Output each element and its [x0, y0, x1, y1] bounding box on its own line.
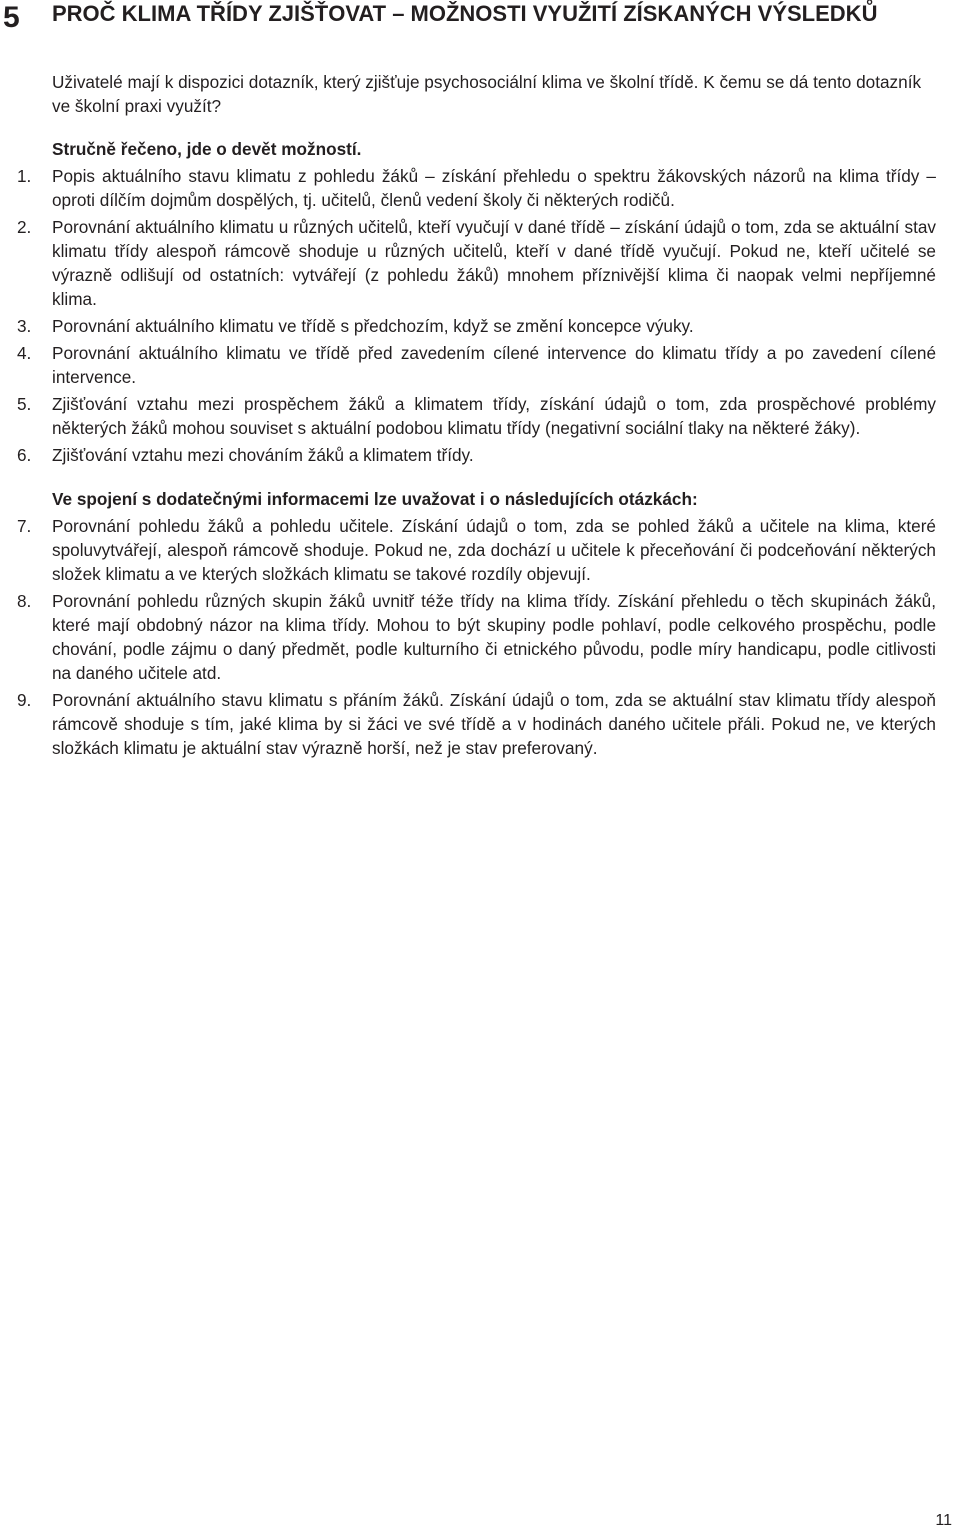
page-number: 11 — [935, 1512, 952, 1529]
list-item-text: Porovnání aktuálního klimatu u různých učitelů, kteří vyučují v dané třídě – získání údajů o tom, zda se aktuální stav klimatu třídy alespoň rámcově shoduje u různých učitelů, kteří v dané třídě vyučují. Pokud ne, kteří učitelé se výrazně odlišují od ostatních: vytvářejí (z pohledu žáků) mnohem příznivější klima či naopak velmi nepříjemné klima. — [52, 217, 936, 309]
options-list-primary — [17, 164, 936, 467]
list-item-number: 2. — [17, 217, 32, 237]
list-item-number: 4. — [17, 343, 32, 363]
list-item-number: 7. — [17, 516, 32, 536]
list-item-text: Popis aktuálního stavu klimatu z pohledu žáků – získání přehledu o spektru žákovských názorů na klima třídy – oproti dílčím dojmům dospělých, tj. učitelů, členů vedení školy či některých rodičů. — [52, 166, 936, 210]
list-item — [17, 341, 936, 389]
list-item — [17, 314, 936, 338]
intro-paragraph: Uživatelé mají k dispozici dotazník, který zjišťuje psychosociální klima ve školní třídě. K čemu se dá tento dotazník ve školní praxi využít? — [52, 72, 922, 116]
list-item-text: Zjišťování vztahu mezi chováním žáků a klimatem třídy. — [52, 445, 474, 465]
list-item-text: Zjišťování vztahu mezi prospěchem žáků a klimatem třídy, získání údajů o tom, zda prospěchové problémy některých žáků mohou souviset s aktuální podobou klimatu třídy (negativní sociální tlaky na některé žáky). — [52, 394, 936, 438]
list-item-text: Porovnání aktuálního klimatu ve třídě s předchozím, když se změní koncepce výuky. — [52, 316, 694, 336]
options-list-additional — [17, 514, 936, 760]
list-item — [17, 164, 936, 212]
list-item — [17, 514, 936, 586]
list-item — [17, 392, 936, 440]
list-item — [17, 443, 936, 467]
chapter-number: 5 — [3, 1, 20, 34]
list-item-text: Porovnání aktuálního stavu klimatu s přáním žáků. Získání údajů o tom, zda se aktuální stav klimatu třídy alespoň rámcově shoduje s tím, jaké klima by si žáci ve své třídě a v hodinách daného učitele přáli. Pokud ne, ve kterých složkách klimatu je aktuální stav výrazně horší, než je stav preferovaný. — [52, 690, 936, 758]
subheading-nine-options: Stručně řečeno, jde o devět možností. — [52, 139, 362, 159]
subheading-additional-questions: Ve spojení s dodatečnými informacemi lze uvažovat i o následujících otázkách: — [52, 489, 698, 509]
list-item-text: Porovnání aktuálního klimatu ve třídě před zavedením cílené intervence do klimatu třídy a po zavedení cílené intervence. — [52, 343, 936, 387]
list-item-number: 5. — [17, 394, 32, 414]
list-item — [17, 215, 936, 311]
list-item-number: 1. — [17, 166, 32, 186]
list-item-text: Porovnání pohledu různých skupin žáků uvnitř téže třídy na klima třídy. Získání přehledu o těch skupinách žáků, které mají obdobný názor na klima třídy. Mohou to být skupiny podle pohlaví, podle celkového prospěchu, podle chování, podle zájmu o daný předmět, podle kulturního či etnického původu, podle míry handicapu, podle citlivosti na daného učitele atd. — [52, 591, 936, 683]
list-item — [17, 589, 936, 685]
list-item-text: Porovnání pohledu žáků a pohledu učitele. Získání údajů o tom, zda se pohled žáků a učitele na klima, které spoluvytvářejí, alespoň rámcově shoduje. Pokud ne, zda dochází u učitele k přeceňování či podceňování některých složek klimatu a ve kterých složkách klimatu se takové rozdíly objevují. — [52, 516, 936, 584]
list-item-number: 8. — [17, 591, 32, 611]
list-item-number: 9. — [17, 690, 32, 710]
list-item-number: 6. — [17, 445, 32, 465]
list-item — [17, 688, 936, 760]
list-item-number: 3. — [17, 316, 32, 336]
chapter-title: PROČ KLIMA TŘÍDY ZJIŠŤOVAT – MOŽNOSTI VYUŽITÍ ZÍSKANÝCH VÝSLEDKŮ — [52, 1, 878, 26]
chapter-body — [17, 70, 936, 763]
